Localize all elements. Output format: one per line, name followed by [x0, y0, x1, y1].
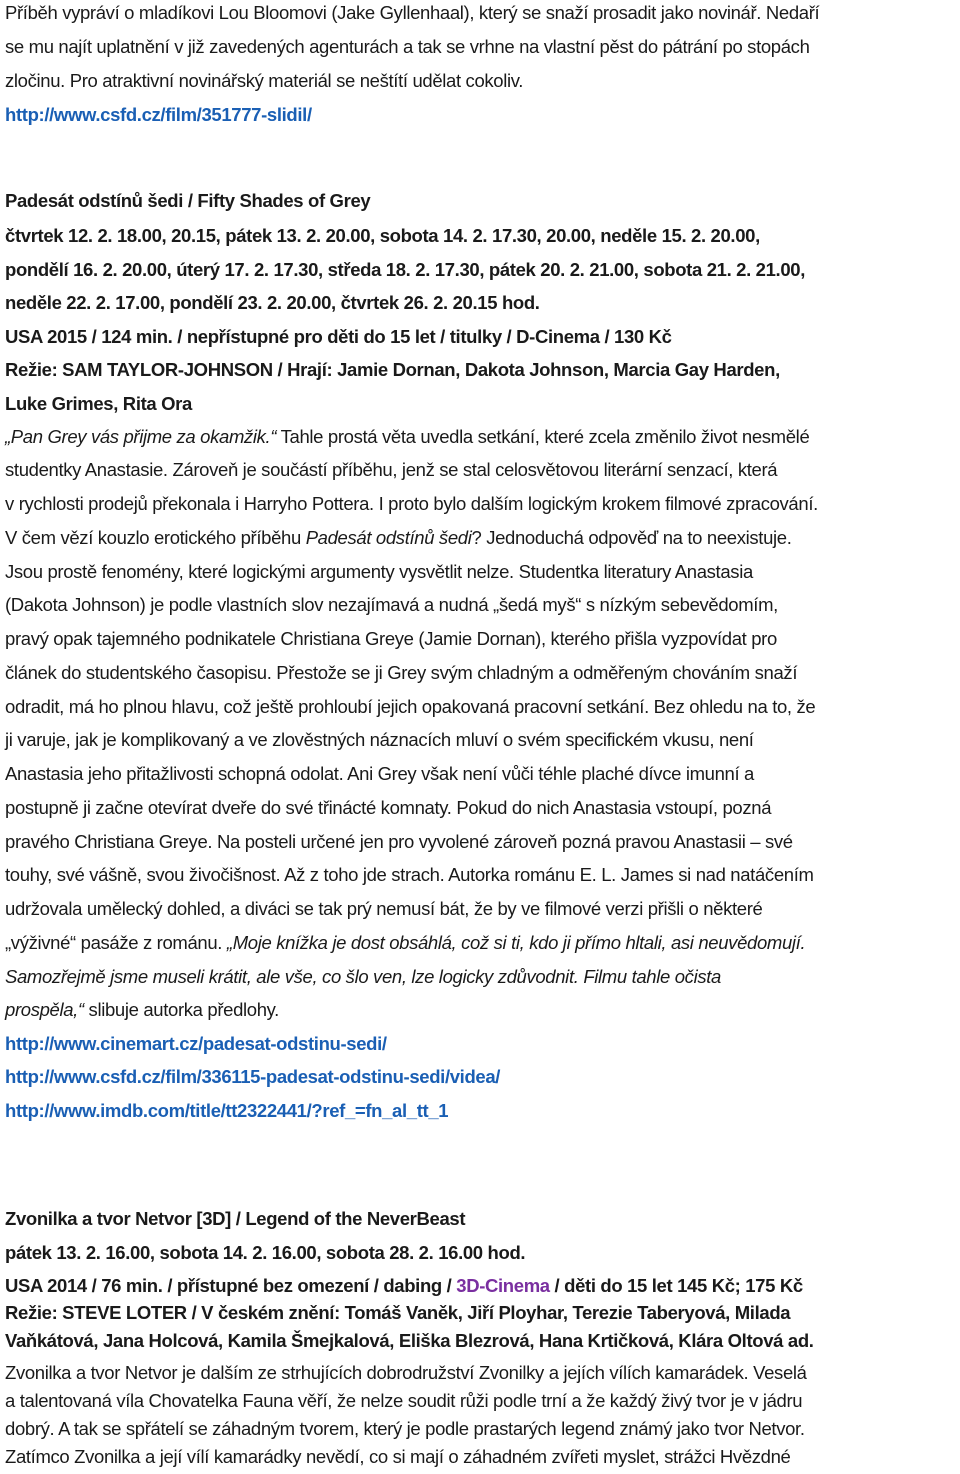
- book-title: Padesát odstínů šedi: [305, 527, 472, 548]
- cinemart-link[interactable]: http://www.cinemart.cz/padesat-odstinu-sedi/: [5, 1033, 387, 1054]
- paragraph-line: postupně ji začne otevírat dveře do své třinácté komnaty. Pokud do nich Anastasia vstoupí, pozná: [5, 797, 772, 818]
- imdb-link[interactable]: http://www.imdb.com/title/tt2322441/?ref_=fn_al_tt_1: [5, 1100, 449, 1121]
- schedule-line: čtvrtek 12. 2. 18.00, 20.15, pátek 13. 2. 20.00, sobota 14. 2. 17.30, 20.00, neděle 15. 2. 20.00,: [5, 225, 760, 246]
- paragraph-line: pravý opak tajemného podnikatele Christiana Greye (Jamie Dornan), kterého přišla vyzpovídat pro: [5, 628, 777, 649]
- schedule-line: pondělí 16. 2. 20.00, úterý 17. 2. 17.30, středa 18. 2. 17.30, pátek 20. 2. 21.00, sobota 21. 2. 21.00,: [5, 259, 806, 280]
- author-quote: Samozřejmě jsme museli krátit, ale vše, co šlo ven, lze logicky zdůvodnit. Filmu tahle očista: [5, 966, 721, 987]
- paragraph-line: Zvonilka a tvor Netvor je dalším ze strhujících dobrodružství Zvonilky a jejích vílích kamarádek. Veselá: [5, 1362, 807, 1383]
- 3d-cinema-label: 3D-Cinema: [456, 1275, 550, 1296]
- intro-line: se mu najít uplatnění v již zavedených agenturách a tak se vrhne na vlastní pěst do pátrání po stopách: [5, 36, 810, 57]
- film-credits: Režie: STEVE LOTER / V českém znění: Tomáš Vaněk, Jiří Ployhar, Terezie Taberyová, Milada: [5, 1302, 791, 1323]
- paragraph-line: „výživné“ pasáže z románu. „Moje knížka je dost obsáhlá, což si ti, kdo ji přímo hltali, asi neuvědomují.: [5, 932, 806, 953]
- film-title: Zvonilka a tvor Netvor [3D] / Legend of the NeverBeast: [5, 1208, 466, 1229]
- paragraph-line: prospěla,“ slibuje autorka předlohy.: [5, 999, 279, 1020]
- paragraph-line: v rychlosti prodejů překonala i Harryho Pottera. I proto bylo dalším logickým krokem filmové zpracování.: [5, 493, 818, 514]
- paragraph-line: ji varuje, jak je komplikovaný a ve zlověstných náznacích mluví o svém specifickém vkusu, není: [5, 729, 754, 750]
- paragraph-line: touhy, své vášně, svou živočišnost. Až z toho jde strach. Autorka románu E. L. James si nad natáčením: [5, 864, 814, 885]
- paragraph-line: Zatímco Zvonilka a její vílí kamarádky nevědí, co si mají o záhadném zvířeti myslet, strážci Hvězdné: [5, 1446, 791, 1467]
- quote: „Pan Grey vás přijme za okamžik.“: [5, 426, 277, 447]
- paragraph-line: V čem vězí kouzlo erotického příběhu Padesát odstínů šedi? Jednoduchá odpověď na to neexistuje.: [5, 527, 792, 548]
- film-info: USA 2015 / 124 min. / nepřístupné pro děti do 15 let / titulky / D-Cinema / 130 Kč: [5, 326, 672, 347]
- author-quote: „Moje knížka je dost obsáhlá, což si ti, kdo ji přímo hltali, asi neuvědomují.: [226, 932, 806, 953]
- paragraph-line: odradit, má ho plnou hlavu, což ještě prohloubí jejich opakovaná pracovní setkání. Bez ohledu na to, že: [5, 696, 816, 717]
- paragraph-line: (Dakota Johnson) je podle vlastních slov nezajímavá a nudná „šedá myš“ s nízkým sebevědomím,: [5, 594, 778, 615]
- paragraph-line: Anastasia jeho přitažlivosti schopná odolat. Ani Grey však není vůči téhle plaché dívce imunní a: [5, 763, 754, 784]
- paragraph-line: „Pan Grey vás přijme za okamžik.“ Tahle prostá věta uvedla setkání, které zcela změnilo život nesmělé: [5, 426, 810, 447]
- schedule-line: pátek 13. 2. 16.00, sobota 14. 2. 16.00, sobota 28. 2. 16.00 hod.: [5, 1242, 526, 1263]
- intro-line: zločinu. Pro atraktivní novinářský materiál se neštítí udělat cokoliv.: [5, 70, 524, 91]
- film-credits: Režie: SAM TAYLOR-JOHNSON / Hrají: Jamie Dornan, Dakota Johnson, Marcia Gay Harden,: [5, 359, 780, 380]
- paragraph-line: a talentovaná víla Chovatelka Fauna věří, že nelze soudit růži podle trní a že každý živý tvor je v jádru: [5, 1390, 803, 1411]
- paragraph-line: studentky Anastasie. Zároveň je součástí příběhu, jenž se stal celosvětovou literární senzací, která: [5, 459, 778, 480]
- paragraph-line: udržovala umělecký dohled, a diváci se tak prý nemusí bát, že by ve filmové verzi přišli o některé: [5, 898, 763, 919]
- paragraph-line: pravého Christiana Greye. Na posteli určené jen pro vyvolené zároveň pozná pravou Anastasii – své: [5, 831, 793, 852]
- film-credits: Vaňkátová, Jana Holcová, Kamila Šmejkalová, Eliška Blezrová, Hana Krtičková, Klára Oltová ad.: [5, 1330, 814, 1351]
- csfd-video-link[interactable]: http://www.csfd.cz/film/336115-padesat-odstinu-sedi/videa/: [5, 1066, 501, 1087]
- paragraph-line: článek do studentského časopisu. Přestože se ji Grey svým chladným a odměřeným chováním snaží: [5, 662, 798, 683]
- paragraph-line: Jsou prostě fenomény, které logickými argumenty vysvětlit nelze. Studentka literatury Anastasia: [5, 561, 753, 582]
- intro-line: Příběh vypráví o mladíkovi Lou Bloomovi (Jake Gyllenhaal), který se snaží prosadit jako novinář. Nedaří: [5, 2, 820, 23]
- film-title: Padesát odstínů šedi / Fifty Shades of Grey: [5, 190, 371, 211]
- paragraph-line: dobrý. A tak se spřátelí se záhadným tvorem, který je podle prastarých legend známý jako tvor Netvor.: [5, 1418, 805, 1439]
- author-quote: prospěla,“: [5, 999, 84, 1020]
- film-info: USA 2014 / 76 min. / přístupné bez omezení / dabing / 3D-Cinema / děti do 15 let 145 Kč; 175 Kč: [5, 1275, 803, 1296]
- schedule-line: neděle 22. 2. 17.00, pondělí 23. 2. 20.00, čtvrtek 26. 2. 20.15 hod.: [5, 292, 540, 313]
- film-credits: Luke Grimes, Rita Ora: [5, 393, 192, 414]
- csfd-link[interactable]: http://www.csfd.cz/film/351777-slidil/: [5, 104, 312, 125]
